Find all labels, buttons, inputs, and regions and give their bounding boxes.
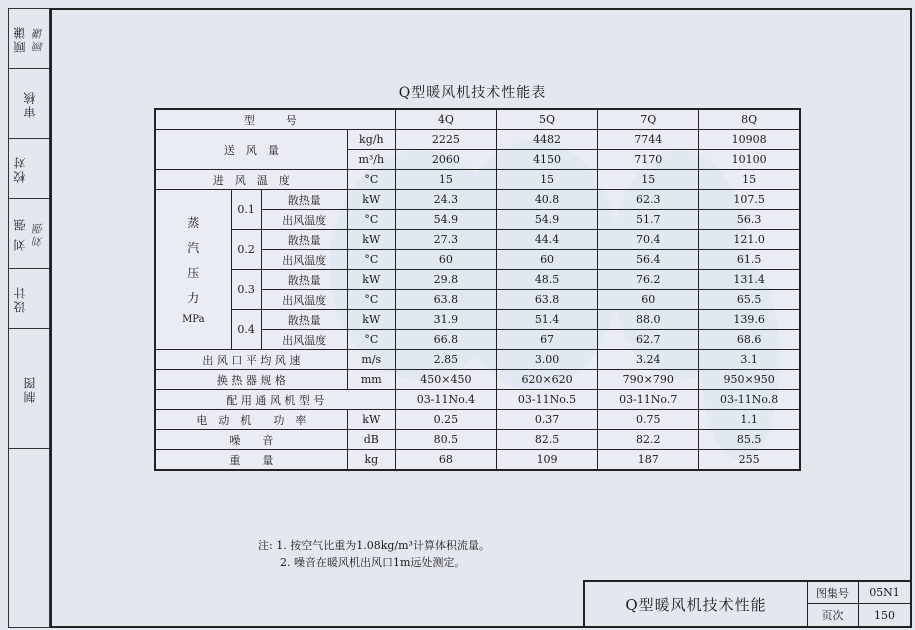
unit-cell: mm	[347, 370, 395, 390]
value-cell: 15	[699, 170, 800, 190]
value-cell: 4150	[496, 150, 597, 170]
value-cell: 450×450	[395, 370, 496, 390]
signature: 刘强	[32, 220, 45, 247]
model-cell: 7Q	[598, 109, 699, 130]
signature: 顾谦	[32, 25, 45, 52]
value-cell: 70.4	[598, 230, 699, 250]
strip-label: 审核	[22, 89, 37, 118]
unit-cell: kW	[347, 410, 395, 430]
value-cell: 51.7	[598, 210, 699, 230]
velocity-label: 出 风 口 平 均 风 速	[155, 350, 347, 370]
note-line	[258, 537, 490, 554]
pressure-cell: 0.3	[231, 270, 261, 310]
spec-table	[154, 108, 801, 471]
strip-name: 顾谦	[12, 24, 27, 53]
table-row	[155, 450, 800, 471]
value-cell: 40.8	[496, 190, 597, 210]
unit-cell: kW	[347, 230, 395, 250]
value-cell: 82.5	[496, 430, 597, 450]
value-cell: 85.5	[699, 430, 800, 450]
value-cell: 0.75	[598, 410, 699, 430]
heat-label: 散热量	[261, 310, 347, 330]
table-row	[155, 170, 800, 190]
value-cell: 31.9	[395, 310, 496, 330]
unit-cell: °C	[347, 210, 395, 230]
value-cell: 139.6	[699, 310, 800, 330]
outlet-label: 出风温度	[261, 210, 347, 230]
page-value: 150	[874, 608, 895, 622]
value-cell: 27.3	[395, 230, 496, 250]
value-cell: 62.3	[598, 190, 699, 210]
value-cell: 88.0	[598, 310, 699, 330]
value-cell: 54.9	[496, 210, 597, 230]
unit-cell: kW	[347, 310, 395, 330]
strip-name: 刘 强	[12, 216, 27, 251]
unit-cell: kg/h	[347, 130, 395, 150]
unit-cell: kW	[347, 190, 395, 210]
unit-cell: dB	[347, 430, 395, 450]
value-cell: 121.0	[699, 230, 800, 250]
strip-row	[9, 69, 49, 139]
unit-cell: m³/h	[347, 150, 395, 170]
value-cell: 10100	[699, 150, 800, 170]
noise-label: 噪 音	[155, 430, 347, 450]
strip-row	[9, 329, 49, 449]
value-cell: 2225	[395, 130, 496, 150]
outlet-label: 出风温度	[261, 250, 347, 270]
value-cell: 2.85	[395, 350, 496, 370]
value-cell: 15	[395, 170, 496, 190]
value-cell: 15	[496, 170, 597, 190]
header-model-label: 型 号	[155, 109, 395, 130]
atlas-label: 图集号	[807, 582, 859, 604]
value-cell: 62.7	[598, 330, 699, 350]
table-row	[155, 350, 800, 370]
value-cell: 63.8	[496, 290, 597, 310]
table-row	[155, 190, 800, 210]
unit-cell: °C	[347, 290, 395, 310]
table-row	[155, 230, 800, 250]
strip-row	[9, 199, 49, 269]
unit-cell: °C	[347, 170, 395, 190]
note-line	[258, 554, 490, 571]
title-block	[583, 580, 910, 626]
steam-unit: MPa	[182, 314, 205, 325]
unit-cell: °C	[347, 330, 395, 350]
strip-label: 设计	[12, 284, 27, 313]
value-cell: 03-11No.7	[598, 390, 699, 410]
value-cell: 29.8	[395, 270, 496, 290]
heat-label: 散热量	[261, 230, 347, 250]
exchanger-label: 换 热 器 规 格	[155, 370, 347, 390]
page-label: 页次	[807, 604, 859, 626]
inlet-temp-label: 进 风 温 度	[155, 170, 347, 190]
value-cell: 82.2	[598, 430, 699, 450]
value-cell: 3.1	[699, 350, 800, 370]
value-cell: 60	[598, 290, 699, 310]
value-cell: 65.5	[699, 290, 800, 310]
table-row	[155, 390, 800, 410]
value-cell: 790×790	[598, 370, 699, 390]
value-cell: 56.3	[699, 210, 800, 230]
value-cell: 61.5	[699, 250, 800, 270]
value-cell: 60	[395, 250, 496, 270]
atlas-value: 05N1	[859, 582, 910, 604]
table-row	[155, 430, 800, 450]
notes	[258, 537, 490, 571]
page-title: Q型暖风机技术性能表	[398, 85, 547, 101]
value-cell: 7170	[598, 150, 699, 170]
value-cell: 109	[496, 450, 597, 471]
value-cell: 51.4	[496, 310, 597, 330]
value-cell: 255	[699, 450, 800, 471]
fan-label: 配 用 通 风 机 型 号	[155, 390, 395, 410]
value-cell: 107.5	[699, 190, 800, 210]
value-cell: 131.4	[699, 270, 800, 290]
strip-row	[9, 139, 49, 199]
strip-row	[9, 269, 49, 329]
value-cell: 7744	[598, 130, 699, 150]
pressure-cell: 0.2	[231, 230, 261, 270]
value-cell: 68	[395, 450, 496, 471]
value-cell: 68.6	[699, 330, 800, 350]
table-row	[155, 410, 800, 430]
value-cell: 3.00	[496, 350, 597, 370]
value-cell: 80.5	[395, 430, 496, 450]
value-cell: 44.4	[496, 230, 597, 250]
value-cell: 4482	[496, 130, 597, 150]
value-cell: 66.8	[395, 330, 496, 350]
weight-label: 重 量	[155, 450, 347, 471]
table-row	[155, 270, 800, 290]
value-cell: 03-11No.5	[496, 390, 597, 410]
value-cell: 03-11No.4	[395, 390, 496, 410]
unit-cell: °C	[347, 250, 395, 270]
value-cell: 620×620	[496, 370, 597, 390]
pressure-cell: 0.1	[231, 190, 261, 230]
table-row	[155, 370, 800, 390]
value-cell: 3.24	[598, 350, 699, 370]
value-cell: 950×950	[699, 370, 800, 390]
unit-cell: kW	[347, 270, 395, 290]
value-cell: 24.3	[395, 190, 496, 210]
airflow-label: 送 风 量	[155, 130, 347, 170]
value-cell: 54.9	[395, 210, 496, 230]
strip-label: 校对	[12, 154, 27, 183]
model-cell: 5Q	[496, 109, 597, 130]
value-cell: 03-11No.8	[699, 390, 800, 410]
value-cell: 2060	[395, 150, 496, 170]
unit-cell: kg	[347, 450, 395, 471]
value-cell: 48.5	[496, 270, 597, 290]
note-item: 2. 噪音在暖风机出风口1m远处测定。	[280, 556, 466, 569]
value-cell: 56.4	[598, 250, 699, 270]
steam-pressure-label: 蒸 汽 压 力 MPa	[155, 190, 231, 350]
unit-cell: m/s	[347, 350, 395, 370]
heat-label: 散热量	[261, 190, 347, 210]
approval-strip	[8, 8, 50, 628]
motor-label: 电 动 机 功 率	[155, 410, 347, 430]
value-cell: 63.8	[395, 290, 496, 310]
table-header-row	[155, 109, 800, 130]
value-cell: 76.2	[598, 270, 699, 290]
model-cell: 4Q	[395, 109, 496, 130]
value-cell: 1.1	[699, 410, 800, 430]
outlet-label: 出风温度	[261, 330, 347, 350]
value-cell: 67	[496, 330, 597, 350]
value-cell: 60	[496, 250, 597, 270]
model-cell: 8Q	[699, 109, 800, 130]
pressure-cell: 0.4	[231, 310, 261, 350]
value-cell: 0.37	[496, 410, 597, 430]
value-cell: 0.25	[395, 410, 496, 430]
notes-prefix: 注:	[258, 539, 273, 552]
strip-label: 制图	[22, 374, 37, 403]
note-item: 1. 按空气比重为1.08kg/m³计算体积流量。	[276, 539, 490, 552]
value-cell: 15	[598, 170, 699, 190]
table-row	[155, 130, 800, 150]
value-cell: 187	[598, 450, 699, 471]
table-row	[155, 310, 800, 330]
drawing-title: Q型暖风机技术性能	[585, 582, 808, 626]
strip-row	[9, 9, 49, 69]
outlet-label: 出风温度	[261, 290, 347, 310]
value-cell: 10908	[699, 130, 800, 150]
heat-label: 散热量	[261, 270, 347, 290]
